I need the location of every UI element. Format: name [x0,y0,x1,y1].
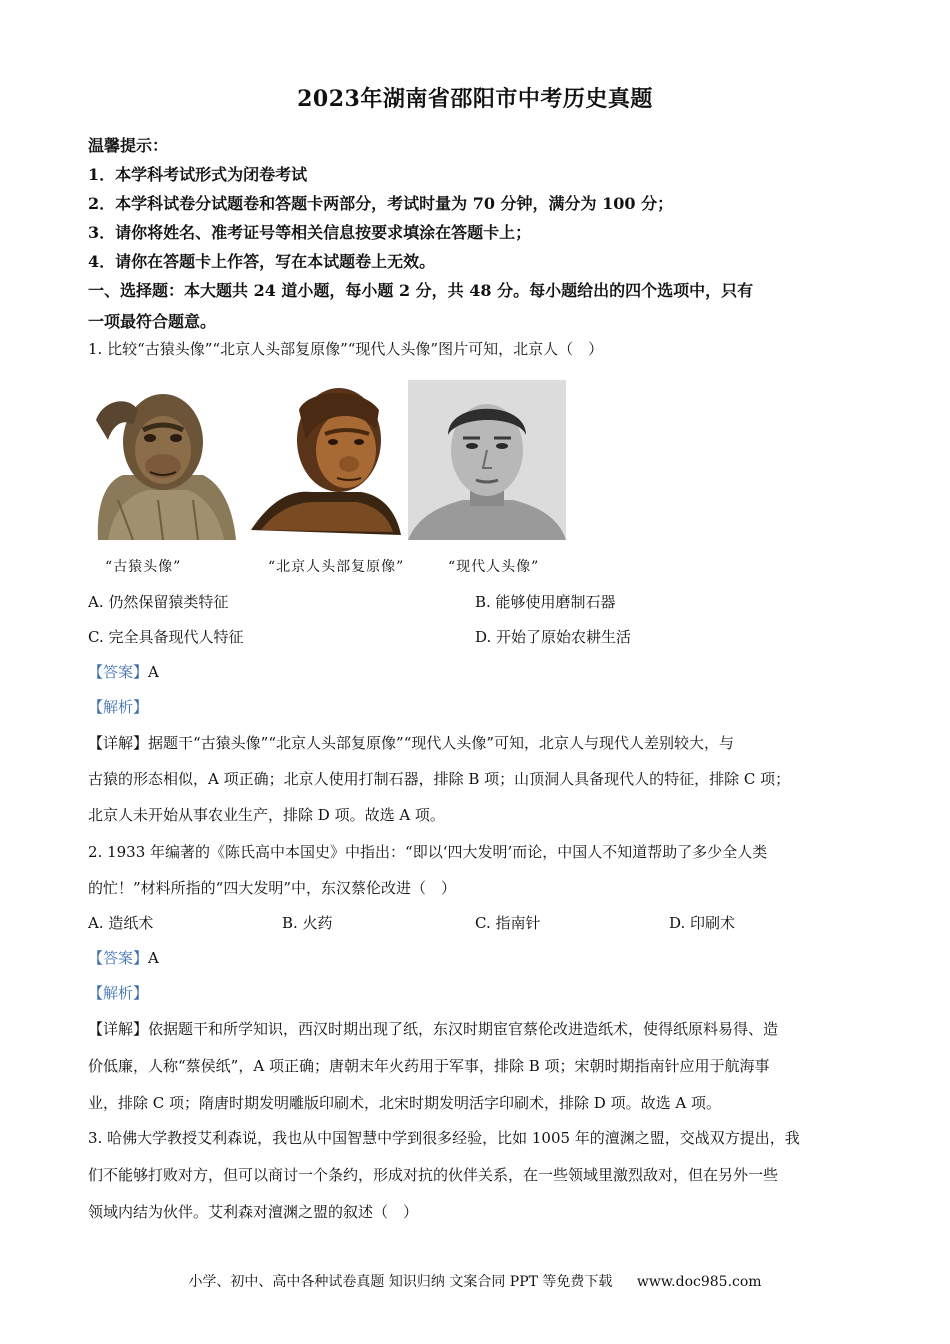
tip-1: 1．本学科考试形式为闭卷考试 [88,165,308,184]
q2-stem-line1: 2. 1933 年编著的《陈氏高中本国史》中指出：“即以‘四大发明’而论，中国人不知道帮助了多少全人类 [88,843,768,861]
q1-figures [88,380,568,540]
tip-2: 2．本学科试卷分试题卷和答题卡两部分，考试时量为 70 分钟，满分为 100 分； [88,194,674,213]
q1-detail-line3: 北京人未开始从事农业生产，排除 D 项。故选 A 项。 [88,806,445,824]
q3-stem-line3: 领域内结为伙伴。艾利森对澶渊之盟的叙述（ ） [88,1203,419,1221]
q2-stem-line2: 的忙！”材料所指的“四大发明”中，东汉蔡伦改进（ ） [88,879,457,897]
answer-value: A [148,663,159,681]
q3-stem-line2: 们不能够打败对方，但可以商讨一个条约，形成对抗的伙伴关系，在一些领域里激烈敌对，但在另外一些 [88,1166,779,1184]
q3-stem-line1: 3. 哈佛大学教授艾利森说，我也从中国智慧中学到很多经验，比如 1005 年的澶渊之盟，交战双方提出，我 [88,1129,800,1147]
q2-analysis-tag: 【解析】 [88,984,149,1002]
detail-text: 依据题干和所学知识，西汉时期出现了纸，东汉时期宦官蔡伦改进造纸术，使得纸原料易得、造 [148,1020,779,1038]
q2-detail-line2: 价低廉，人称“蔡侯纸”，A 项正确；唐朝末年火药用于军事，排除 B 项；宋朝时期指南针应用于航海事 [88,1057,770,1075]
q2-option-d: D. 印刷术 [669,914,736,932]
footer-text: 小学、初中、高中各种试卷真题 知识归纳 文案合同 PPT 等免费下载 [188,1274,613,1290]
answer-value: A [148,949,159,967]
section-heading-line1: 一、选择题：本大题共 24 道小题，每小题 2 分，共 48 分。每小题给出的四个选项中，只有 [88,281,754,300]
tips-heading: 温馨提示： [88,136,169,155]
answer-tag: 【答案】 [88,663,149,681]
q2-option-b: B. 火药 [282,914,333,932]
detail-tag: 【详解】 [88,1020,149,1038]
q1-analysis-tag: 【解析】 [88,698,149,716]
q1-answer [88,661,868,682]
q1-detail-line2: 古猿的形态相似，A 项正确；北京人使用打制石器，排除 B 项；山顶洞人具备现代人的特征，排除 C 项； [88,770,791,788]
caption-ape: “古猿头像” [105,559,182,575]
page-title: 2023年湖南省邵阳市中考历史真题 [297,86,653,112]
modern-human-image [408,380,566,540]
q2-answer [88,947,868,968]
detail-tag: 【详解】 [88,734,149,752]
tip-4: 4．请你在答题卡上作答，写在本试题卷上无效。 [88,252,436,271]
q1-option-b: B. 能够使用磨制石器 [475,593,616,611]
q2-option-a: A. 造纸术 [88,914,154,932]
tip-3: 3．请你将姓名、准考证号等相关信息按要求填涂在答题卡上； [88,223,532,242]
q1-option-c: C. 完全具备现代人特征 [88,628,244,646]
page-footer [0,1271,950,1291]
peking-man-image [251,380,401,540]
ape-head-image [88,380,238,540]
q1-detail-line1 [88,732,868,753]
section-heading-line2: 一项最符合题意。 [88,312,217,331]
q1-option-a: A. 仍然保留猿类特征 [88,593,229,611]
footer-link[interactable]: www.doc985.com [636,1274,762,1290]
q2-detail-line3: 业，排除 C 项；隋唐时期发明雕版印刷术，北宋时期发明活字印刷术，排除 D 项。故选 A 项。 [88,1094,721,1112]
q2-detail-line1 [88,1018,868,1039]
answer-tag: 【答案】 [88,949,149,967]
q2-option-c: C. 指南针 [475,914,541,932]
detail-text: 据题干“古猿头像”“北京人头部复原像”“现代人头像”可知，北京人与现代人差别较大，与 [148,734,735,752]
q1-option-d: D. 开始了原始农耕生活 [475,628,632,646]
caption-modern-human: “现代人头像” [448,559,540,575]
caption-peking-man: “北京人头部复原像” [268,559,405,575]
q1-stem: 1. 比较“古猿头像”“北京人头部复原像”“现代人头像”图片可知，北京人（ ） [88,340,604,358]
